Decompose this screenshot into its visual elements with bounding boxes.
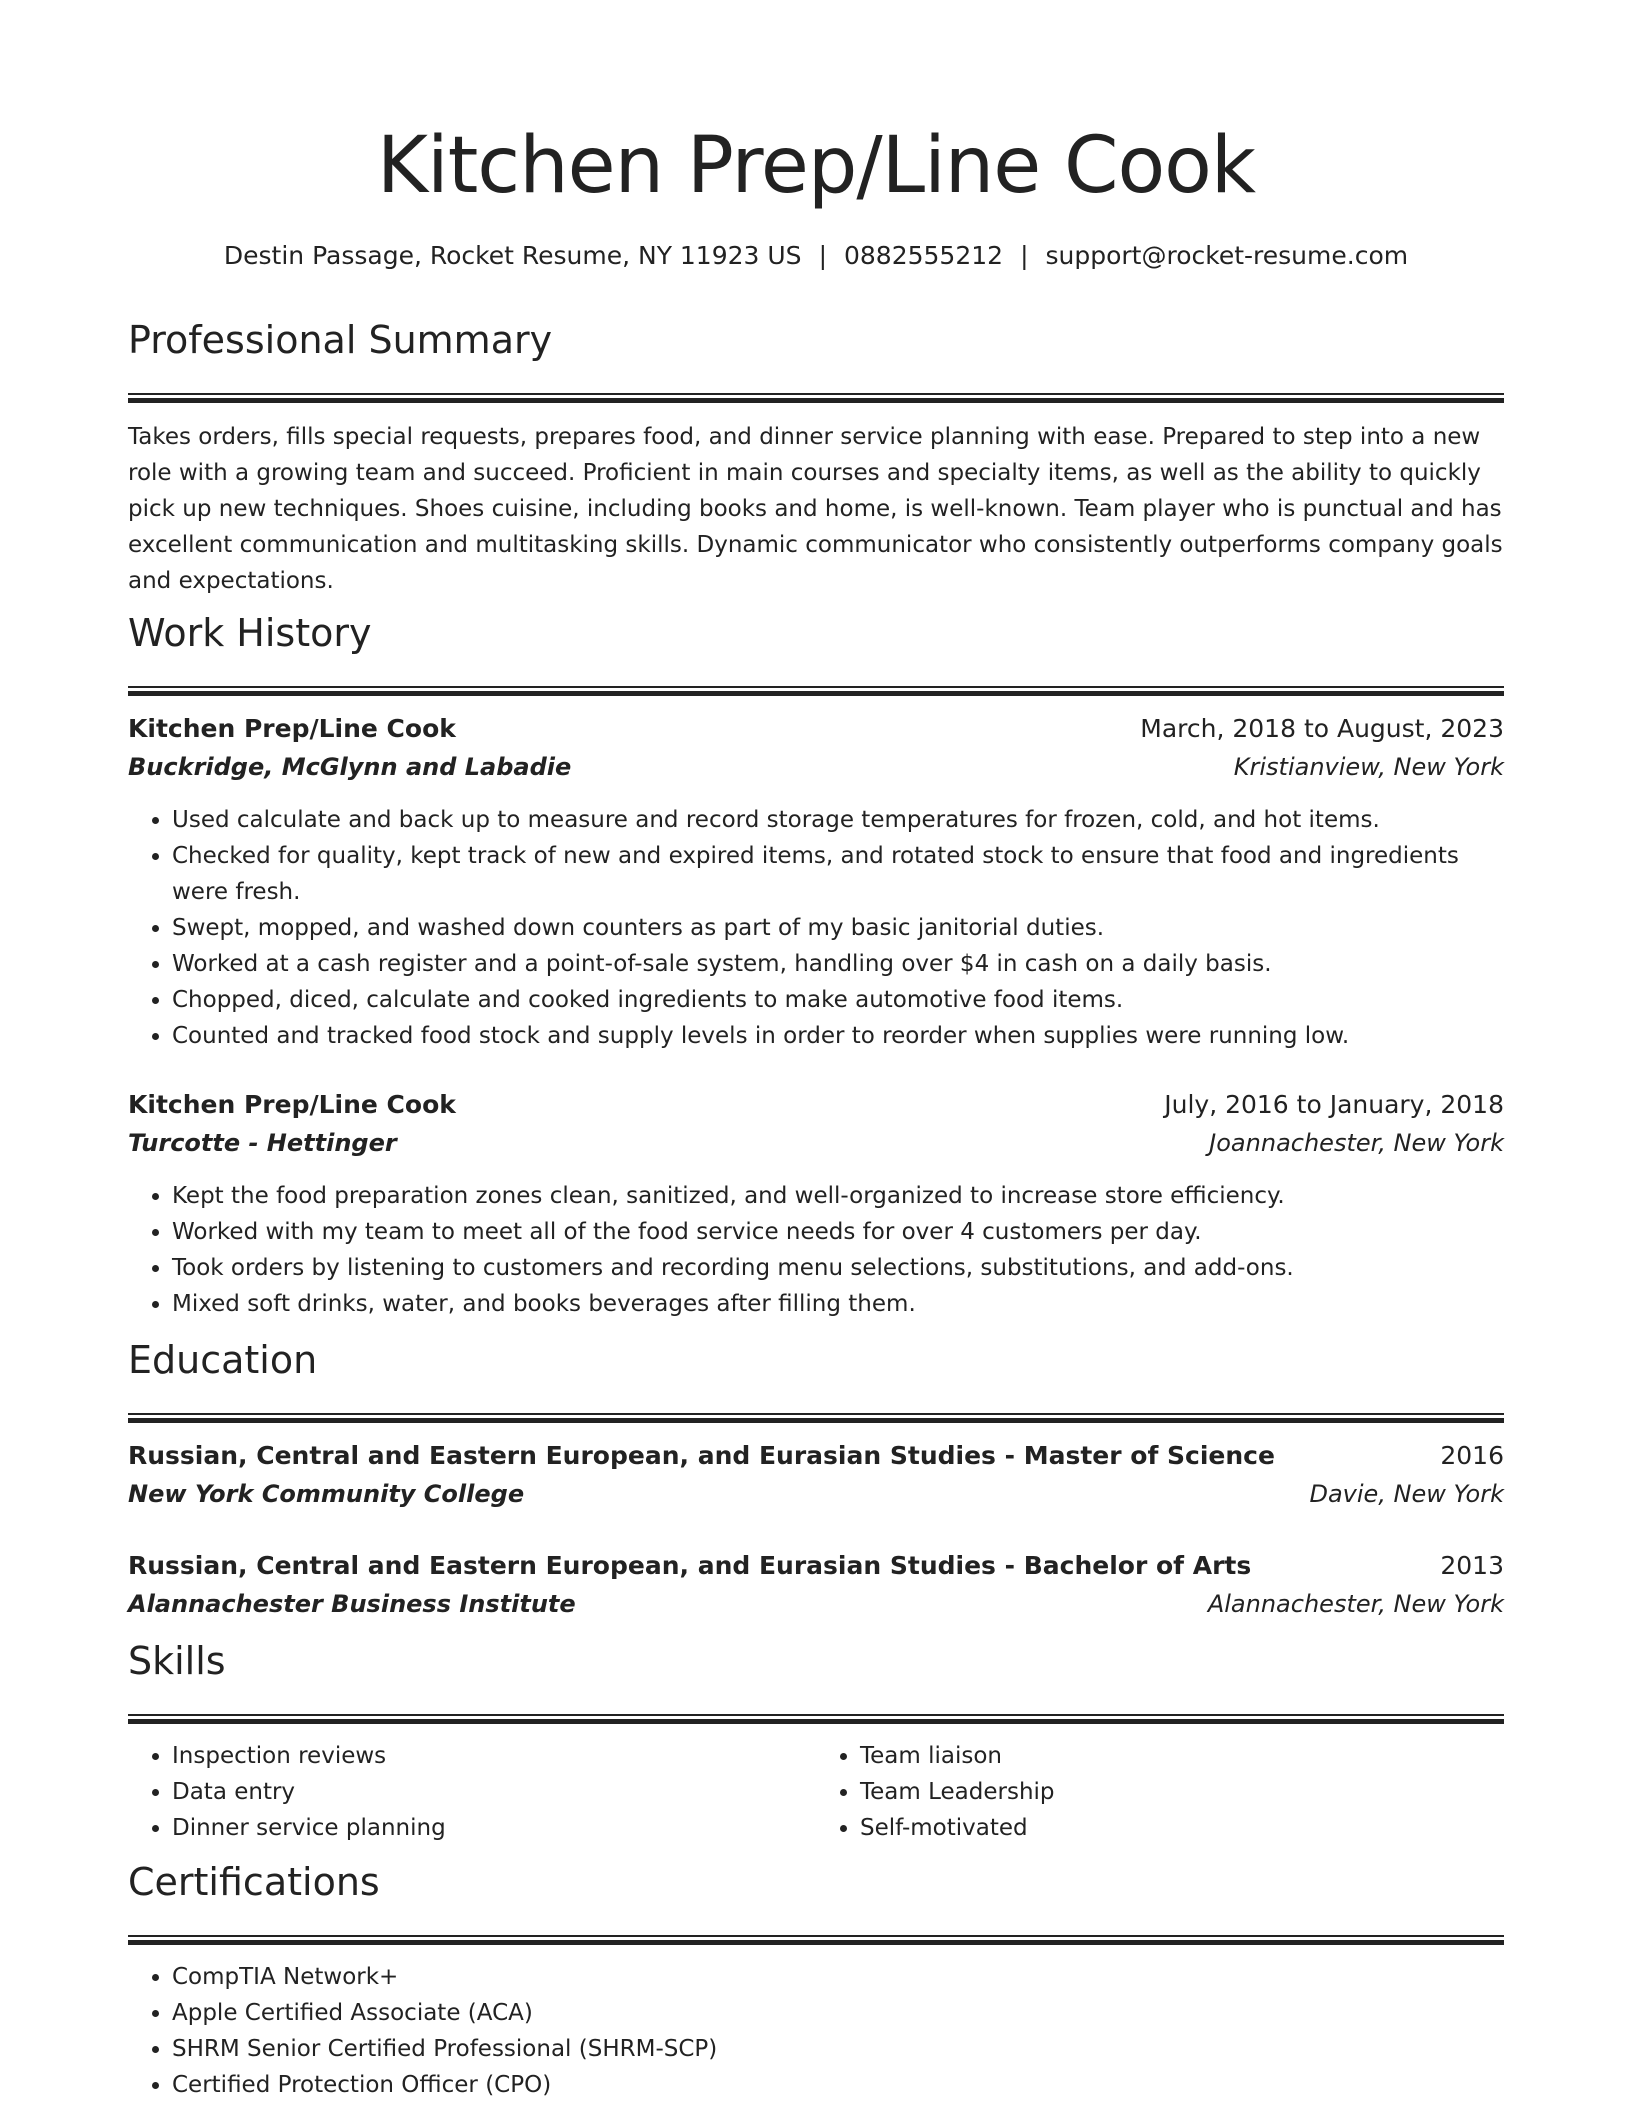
skills-list-left bbox=[128, 1738, 816, 1846]
resume-name: Kitchen Prep/Line Cook bbox=[376, 121, 1256, 211]
job-title: Kitchen Prep/Line Cook bbox=[128, 714, 456, 743]
skills-list-right bbox=[816, 1738, 1504, 1846]
job-company: Buckridge, McGlynn and Labadie bbox=[128, 753, 572, 781]
certifications-list bbox=[128, 1959, 1504, 2103]
school-name: Alannachester Business Institute bbox=[128, 1590, 576, 1618]
section-divider bbox=[128, 686, 1504, 696]
school-location: Alannachester, New York bbox=[1207, 1590, 1504, 1618]
section-divider bbox=[128, 1935, 1504, 1945]
education-entry bbox=[128, 1437, 1504, 1513]
job-duty: • Swept, mopped, and washed down counters as part of my basic janitorial duties. bbox=[172, 910, 1504, 946]
degree-title: Russian, Central and Eastern European, and Eurasian Studies - Bachelor of Arts bbox=[128, 1551, 1252, 1580]
summary-text: Takes orders, fills special requests, prepares food, and dinner service planning with ease. Prepared to step into a new role with a growing team and succeed. Proficient in main courses and specialty items, as well as the ability to quickly pick up new techniques. Shoes cuisine, including books and home, is well-known. Team player who is punctual and has excellent communication and multitasking skills. Dynamic communicator who consistently outperforms company goals and expectations. bbox=[128, 424, 1503, 594]
job-duties bbox=[128, 802, 1504, 1054]
section-title-summary: Professional Summary bbox=[128, 318, 553, 362]
school-name: New York Community College bbox=[128, 1480, 525, 1508]
job-duty: • Took orders by listening to customers and recording menu selections, substitutions, and add-ons. bbox=[172, 1250, 1504, 1286]
job-title: Kitchen Prep/Line Cook bbox=[128, 1090, 456, 1119]
school-location: Davie, New York bbox=[1309, 1480, 1504, 1508]
section-title-education: Education bbox=[128, 1338, 318, 1382]
contact-separator: | bbox=[818, 241, 827, 270]
certification-item: • SHRM Senior Certified Professional (SHRM-SCP) bbox=[172, 2031, 1504, 2067]
certification-item: • Apple Certified Associate (ACA) bbox=[172, 1995, 1504, 2031]
skills-section bbox=[128, 1637, 1504, 1846]
job-dates: July, 2016 to January, 2018 bbox=[1164, 1090, 1504, 1119]
job-duty: • Checked for quality, kept track of new and expired items, and rotated stock to ensure that food and ingredients were fresh. bbox=[172, 838, 1504, 910]
contact-address: Destin Passage, Rocket Resume, NY 11923 US bbox=[223, 241, 802, 270]
work-history-section bbox=[128, 609, 1504, 1322]
skill-item: • Data entry bbox=[172, 1774, 816, 1810]
job-duty: • Worked with my team to meet all of the food service needs for over 4 customers per day. bbox=[172, 1214, 1504, 1250]
job-duty: • Used calculate and back up to measure and record storage temperatures for frozen, cold, and hot items. bbox=[172, 802, 1504, 838]
contact-line bbox=[128, 238, 1504, 274]
degree-title: Russian, Central and Eastern European, and Eurasian Studies - Master of Science bbox=[128, 1441, 1275, 1470]
section-title-certifications: Certifications bbox=[128, 1860, 380, 1904]
job-dates: March, 2018 to August, 2023 bbox=[1140, 714, 1504, 743]
job-location: Joannachester, New York bbox=[1209, 1129, 1504, 1157]
section-divider bbox=[128, 393, 1504, 403]
skill-item: • Inspection reviews bbox=[172, 1738, 816, 1774]
certification-item: • Certified Protection Officer (CPO) bbox=[172, 2067, 1504, 2103]
education-entry bbox=[128, 1547, 1504, 1623]
section-title-work: Work History bbox=[128, 611, 372, 655]
section-title-skills: Skills bbox=[128, 1639, 226, 1683]
job-entry bbox=[128, 1086, 1504, 1322]
job-location: Kristianview, New York bbox=[1233, 753, 1504, 781]
skills-columns bbox=[128, 1724, 1504, 1846]
job-duty: • Worked at a cash register and a point-of-sale system, handling over $4 in cash on a daily basis. bbox=[172, 946, 1504, 982]
skill-item: • Team Leadership bbox=[860, 1774, 1504, 1810]
job-duty: • Kept the food preparation zones clean, sanitized, and well-organized to increase store efficiency. bbox=[172, 1178, 1504, 1214]
contact-separator: | bbox=[1020, 241, 1029, 270]
degree-year: 2016 bbox=[1440, 1441, 1504, 1470]
summary-section bbox=[128, 316, 1504, 599]
job-duties bbox=[128, 1178, 1504, 1322]
contact-email[interactable]: support@rocket-resume.com bbox=[1045, 241, 1409, 270]
job-company: Turcotte - Hettinger bbox=[128, 1129, 397, 1157]
section-divider bbox=[128, 1714, 1504, 1724]
job-entry bbox=[128, 710, 1504, 1054]
certification-item: • CompTIA Network+ bbox=[172, 1959, 1504, 1995]
job-duty: • Chopped, diced, calculate and cooked ingredients to make automotive food items. bbox=[172, 982, 1504, 1018]
degree-year: 2013 bbox=[1440, 1551, 1504, 1580]
skill-item: • Self-motivated bbox=[860, 1810, 1504, 1846]
skill-item: • Team liaison bbox=[860, 1738, 1504, 1774]
section-divider bbox=[128, 1413, 1504, 1423]
contact-phone: 0882555212 bbox=[844, 241, 1004, 270]
job-duty: • Counted and tracked food stock and supply levels in order to reorder when supplies were running low. bbox=[172, 1018, 1504, 1054]
certifications-section bbox=[128, 1858, 1504, 2103]
job-duty: • Mixed soft drinks, water, and books beverages after filling them. bbox=[172, 1286, 1504, 1322]
education-section bbox=[128, 1336, 1504, 1623]
skill-item: • Dinner service planning bbox=[172, 1810, 816, 1846]
